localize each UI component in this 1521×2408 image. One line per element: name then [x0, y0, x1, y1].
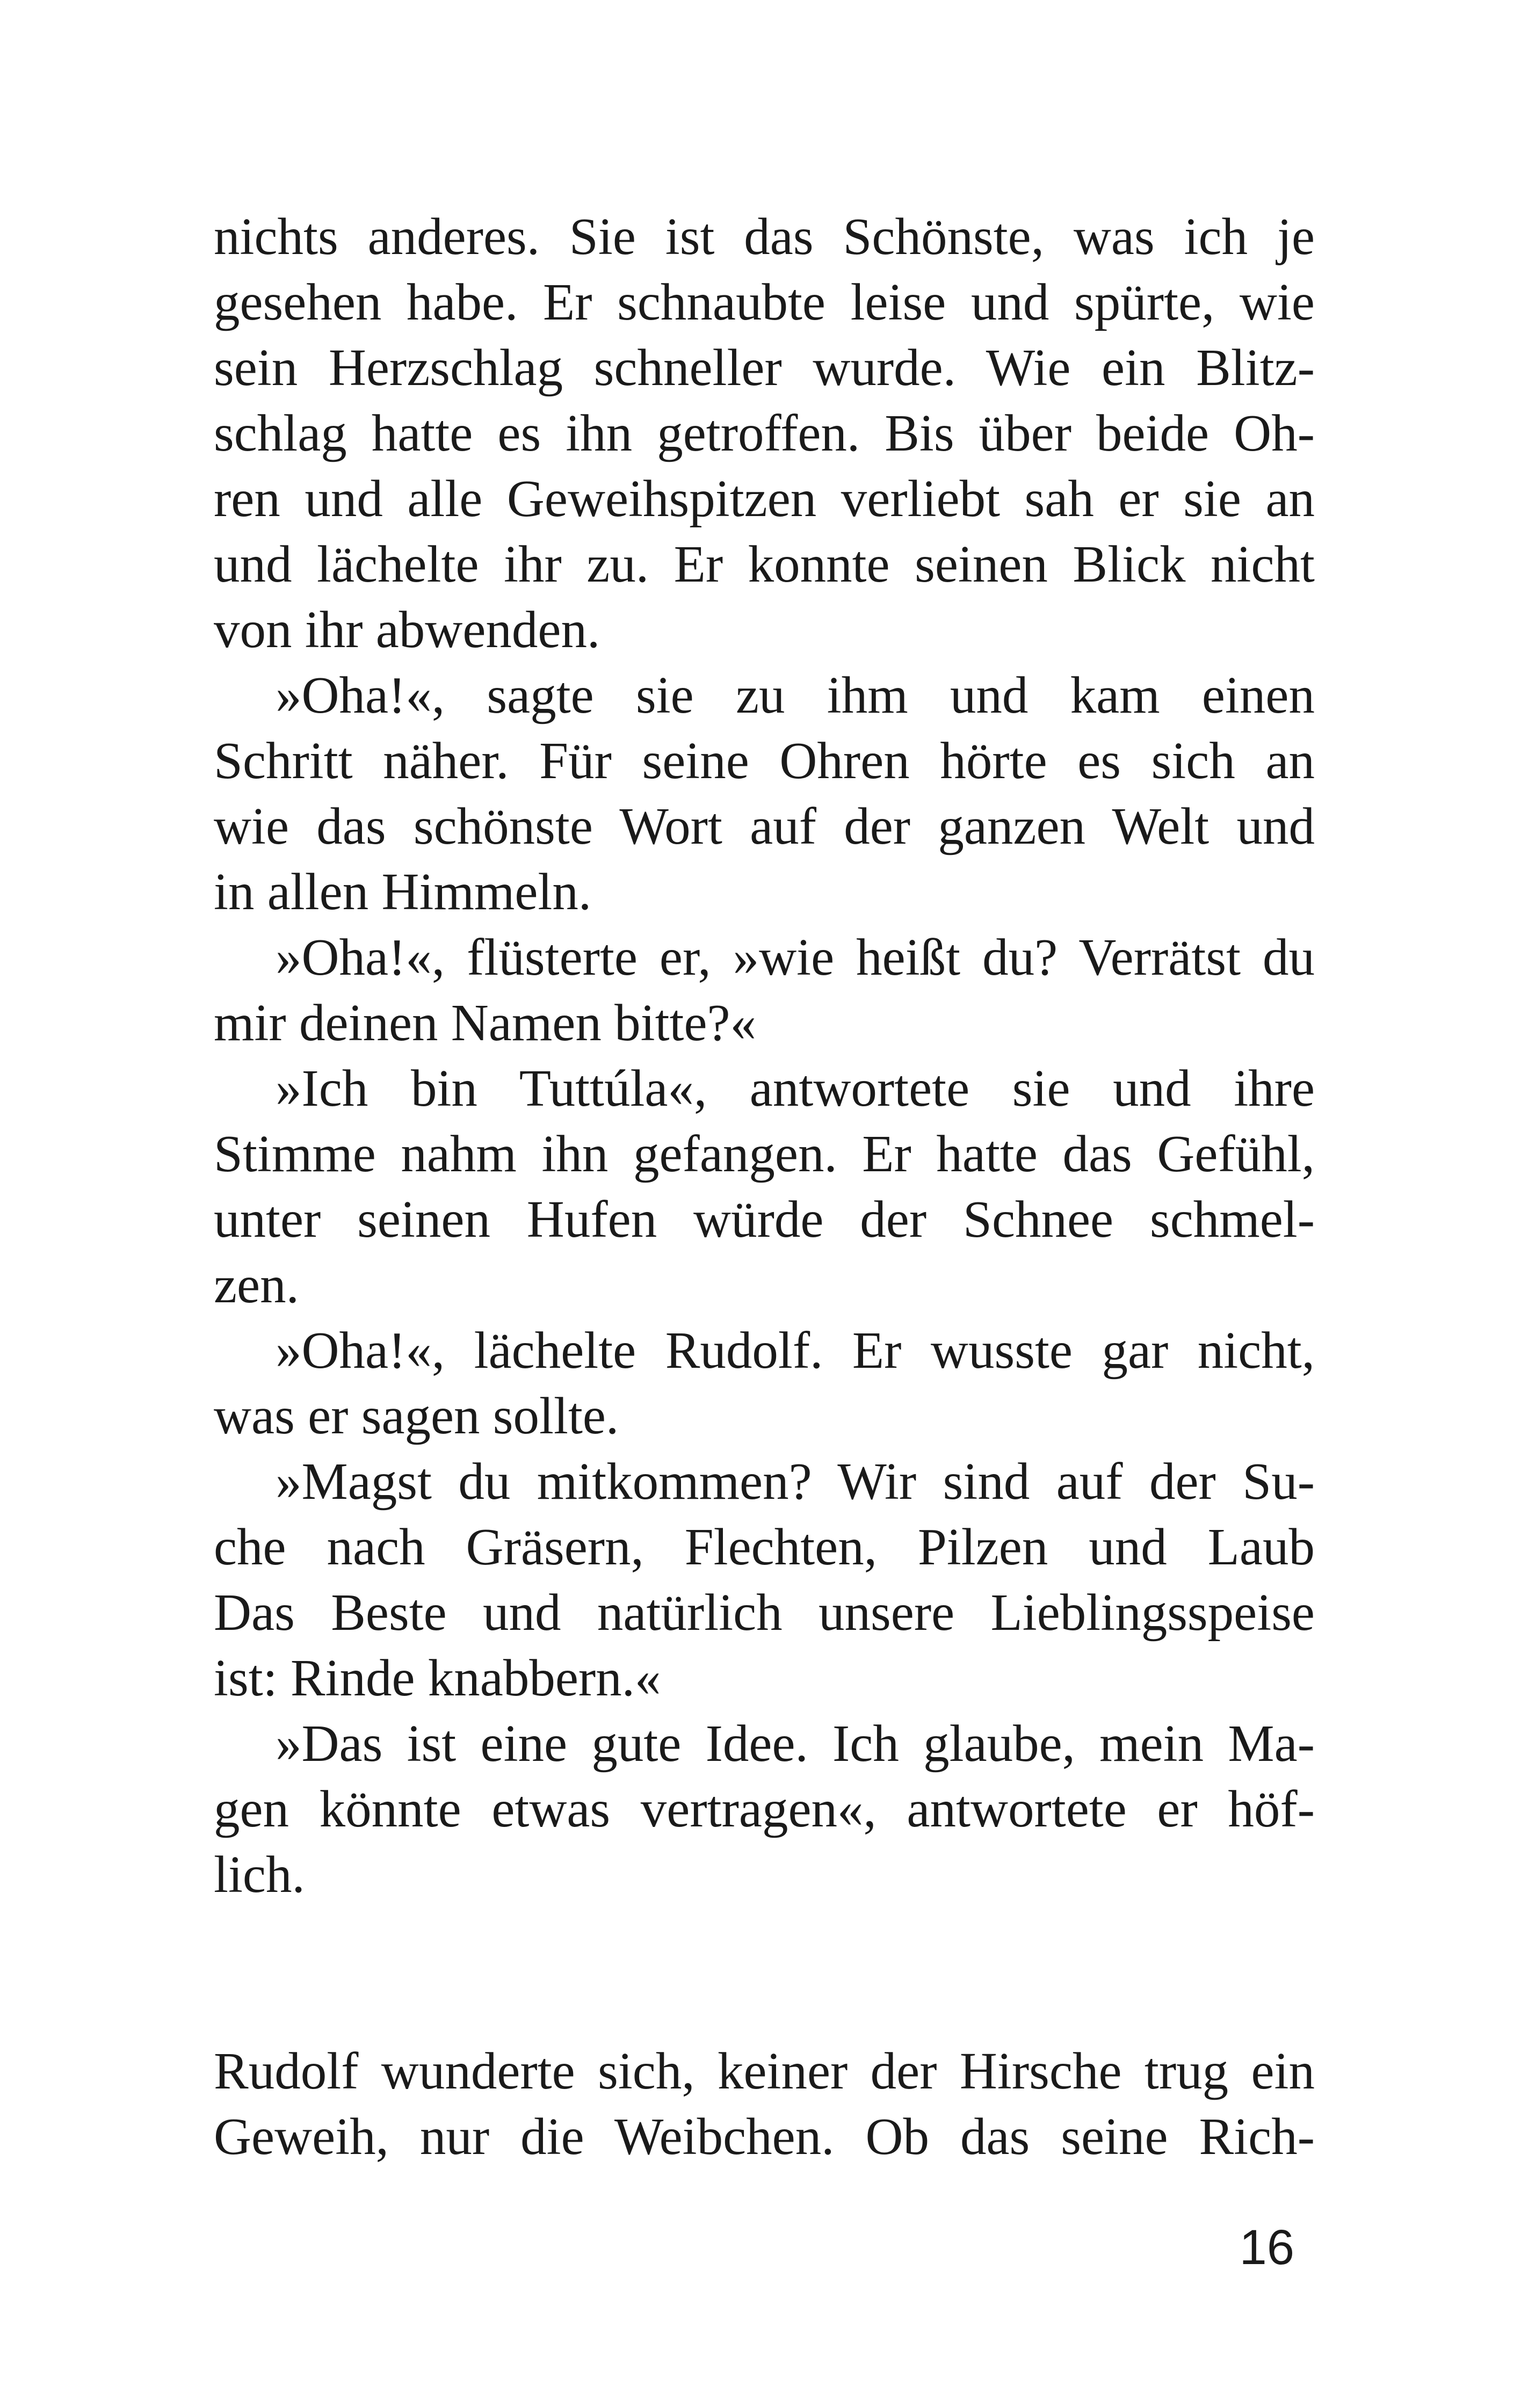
text-line: »Oha!«, flüsterte er, »wie heißt du? Verrätst du — [276, 929, 1315, 986]
text-line: »Ich bin Tuttúla«, antwortete sie und ihre — [276, 1060, 1315, 1117]
text-line: schlag hatte es ihn getroffen. Bis über beide Oh- — [214, 404, 1315, 462]
text-line: che nach Gräsern, Flechten, Pilzen und Laub — [214, 1518, 1315, 1576]
text-line: Stimme nahm ihn gefangen. Er hatte das Gefühl, — [214, 1125, 1315, 1183]
text-line: »Oha!«, sagte sie zu ihm und kam einen — [276, 666, 1315, 724]
text-line: in allen Himmeln. — [214, 863, 592, 920]
text-line: Das Beste und natürlich unsere Lieblingsspeise — [214, 1584, 1315, 1641]
text-line: nichts anderes. Sie ist das Schönste, was ich je — [214, 208, 1315, 265]
text-line: Geweih, nur die Weibchen. Ob das seine Rich- — [214, 2108, 1315, 2165]
text-line: sein Herzschlag schneller wurde. Wie ein Blitz- — [214, 339, 1315, 396]
text-line: gen könnte etwas vertragen«, antwortete er höf- — [214, 1780, 1315, 1838]
text-line: ist: Rinde knabbern.« — [214, 1649, 661, 1707]
text-line: wie das schönste Wort auf der ganzen Welt und — [214, 797, 1315, 855]
text-line: von ihr abwenden. — [214, 601, 600, 658]
text-line: »Oha!«, lächelte Rudolf. Er wusste gar nicht, — [276, 1322, 1315, 1379]
text-line: gesehen habe. Er schnaubte leise und spürte, wie — [214, 273, 1315, 331]
text-line: und lächelte ihr zu. Er konnte seinen Blick nicht — [214, 535, 1315, 593]
text-line: »Das ist eine gute Idee. Ich glaube, mein Ma- — [276, 1715, 1315, 1772]
text-line: mir deinen Namen bitte?« — [214, 994, 757, 1051]
text-line: »Magst du mitkommen? Wir sind auf der Su- — [276, 1453, 1315, 1510]
page-number: 16 — [1239, 2220, 1294, 2275]
text-line: Schritt näher. Für seine Ohren hörte es sich an — [214, 732, 1315, 789]
paragraph-gap — [214, 1907, 1315, 2039]
text-line: unter seinen Hufen würde der Schnee schmel- — [214, 1191, 1315, 1248]
text-line: zen. — [214, 1256, 299, 1314]
text-line: ren und alle Geweihspitzen verliebt sah er sie an — [214, 470, 1315, 527]
body-text — [214, 204, 1315, 2170]
text-line: lich. — [214, 1846, 305, 1903]
text-line: was er sagen sollte. — [214, 1387, 619, 1445]
text-line: Rudolf wunderte sich, keiner der Hirsche trug ein — [214, 2042, 1315, 2100]
